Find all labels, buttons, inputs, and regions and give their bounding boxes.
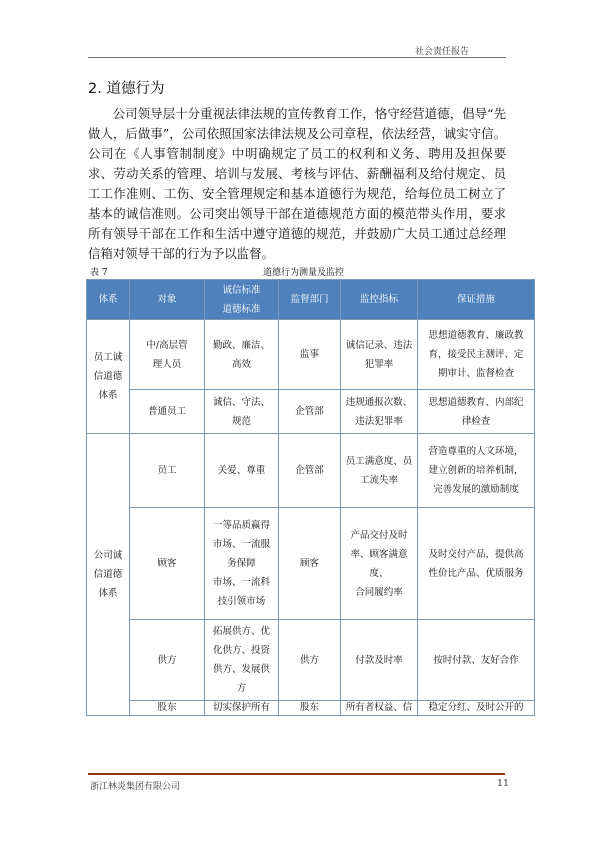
footer-company: 浙江林炎集团有限公司: [90, 782, 181, 792]
header-rule: [88, 57, 506, 58]
system-cell: 公司诚 信道德 体系: [87, 434, 130, 716]
measure-cell: 营造尊重的人文环境， 建立创新的培养机制， 完善发展的激励制度: [418, 434, 535, 508]
indicator-cell: 所有者权益、信: [341, 701, 418, 716]
object-cell: 顾客: [130, 508, 205, 620]
standard-cell: 勤政、廉洁、 高效: [205, 320, 279, 390]
indicator-cell: 违规通报次数、 违法犯罪率: [341, 390, 418, 434]
indicator-cell: 付款及时率: [341, 620, 418, 701]
object-cell: 普通员工: [130, 390, 205, 434]
dept-cell: 股东: [279, 701, 341, 716]
page-number: 11: [497, 778, 510, 789]
table-row: [87, 320, 535, 390]
measure-cell: 思想道德教育、内部纪 律检查: [418, 390, 535, 434]
object-cell: 中/高层管 理人员: [130, 320, 205, 390]
object-cell: 股东: [130, 701, 205, 716]
dept-cell: 供方: [279, 620, 341, 701]
object-cell: 员工: [130, 434, 205, 508]
measure-cell: 及时交付产品，提供高 性价比产品、优质服务: [418, 508, 535, 620]
table-caption: 道德行为测量及监控: [263, 268, 345, 278]
measure-cell: 按时付款、友好合作: [418, 620, 535, 701]
indicator-cell: 员工满意度、员 工流失率: [341, 434, 418, 508]
indicator-cell: 产品交付及时 率、顾客满意度、 合同履约率: [341, 508, 418, 620]
system-cell: 员工诚 信道德 体系: [87, 320, 130, 434]
header-dept: 监督部门: [279, 280, 341, 320]
indicator-cell: 诚信记录、违法 犯罪率: [341, 320, 418, 390]
dept-cell: 顾客: [279, 508, 341, 620]
dept-cell: 监事: [279, 320, 341, 390]
header-system: 体系: [87, 280, 130, 320]
measure-cell: 思想道德教育、廉政教 育，接受民主测评、定 期审计、监督检查: [418, 320, 535, 390]
ethics-monitoring-table: [86, 279, 535, 716]
table-number: 表 7: [90, 268, 108, 278]
standard-cell: 关爱、尊重: [205, 434, 279, 508]
section-heading: 2. 道德行为: [88, 81, 165, 97]
header-indicator: 监控指标: [341, 280, 418, 320]
standard-cell: 一等品质赢得 市场、一流服 务保障 市场、一流科 技引领市场: [205, 508, 279, 620]
table-row: [87, 620, 535, 701]
table-row: [87, 390, 535, 434]
header-object: 对象: [130, 280, 205, 320]
standard-cell: 拓展供方、优 化供方、投资 供方、发展供 方: [205, 620, 279, 701]
running-header: 社会责任报告: [414, 47, 469, 57]
table-row: [87, 434, 535, 508]
object-cell: 供方: [130, 620, 205, 701]
header-standard: 诚信标准 道德标准: [205, 280, 279, 320]
dept-cell: 企管部: [279, 434, 341, 508]
body-paragraph: 公司领导层十分重视法律法规的宣传教育工作，恪守经营道德，倡导“先做人，后做事”，公司依照国家法律法规及公司章程，依法经营，诚实守信。公司在《人事管制制度》中明确规定了员工的权利和义务、聘用及担保要求、劳动关系的管理、培训与发展、考核与评估、薪酬福利及给付规定、员工工作准则、工伤、安全管理规定和基本道德行为规范，给每位员工树立了基本的诚信准则。公司突出领导干部在道德规范方面的模范带头作用，要求所有领导干部在工作和生活中遵守道德的规范，并鼓励广大员工通过总经理信箱对领导干部的行为予以监督。: [88, 106, 506, 261]
footer-rule: [88, 773, 505, 775]
table-row: [87, 701, 535, 716]
standard-cell: 诚信、守法、 规范: [205, 390, 279, 434]
dept-cell: 企管部: [279, 390, 341, 434]
table-header-row: [87, 280, 535, 320]
measure-cell: 稳定分红、及时公开的: [418, 701, 535, 716]
standard-cell: 切实保护所有: [205, 701, 279, 716]
table-row: [87, 508, 535, 620]
header-measure: 保证措施: [418, 280, 535, 320]
